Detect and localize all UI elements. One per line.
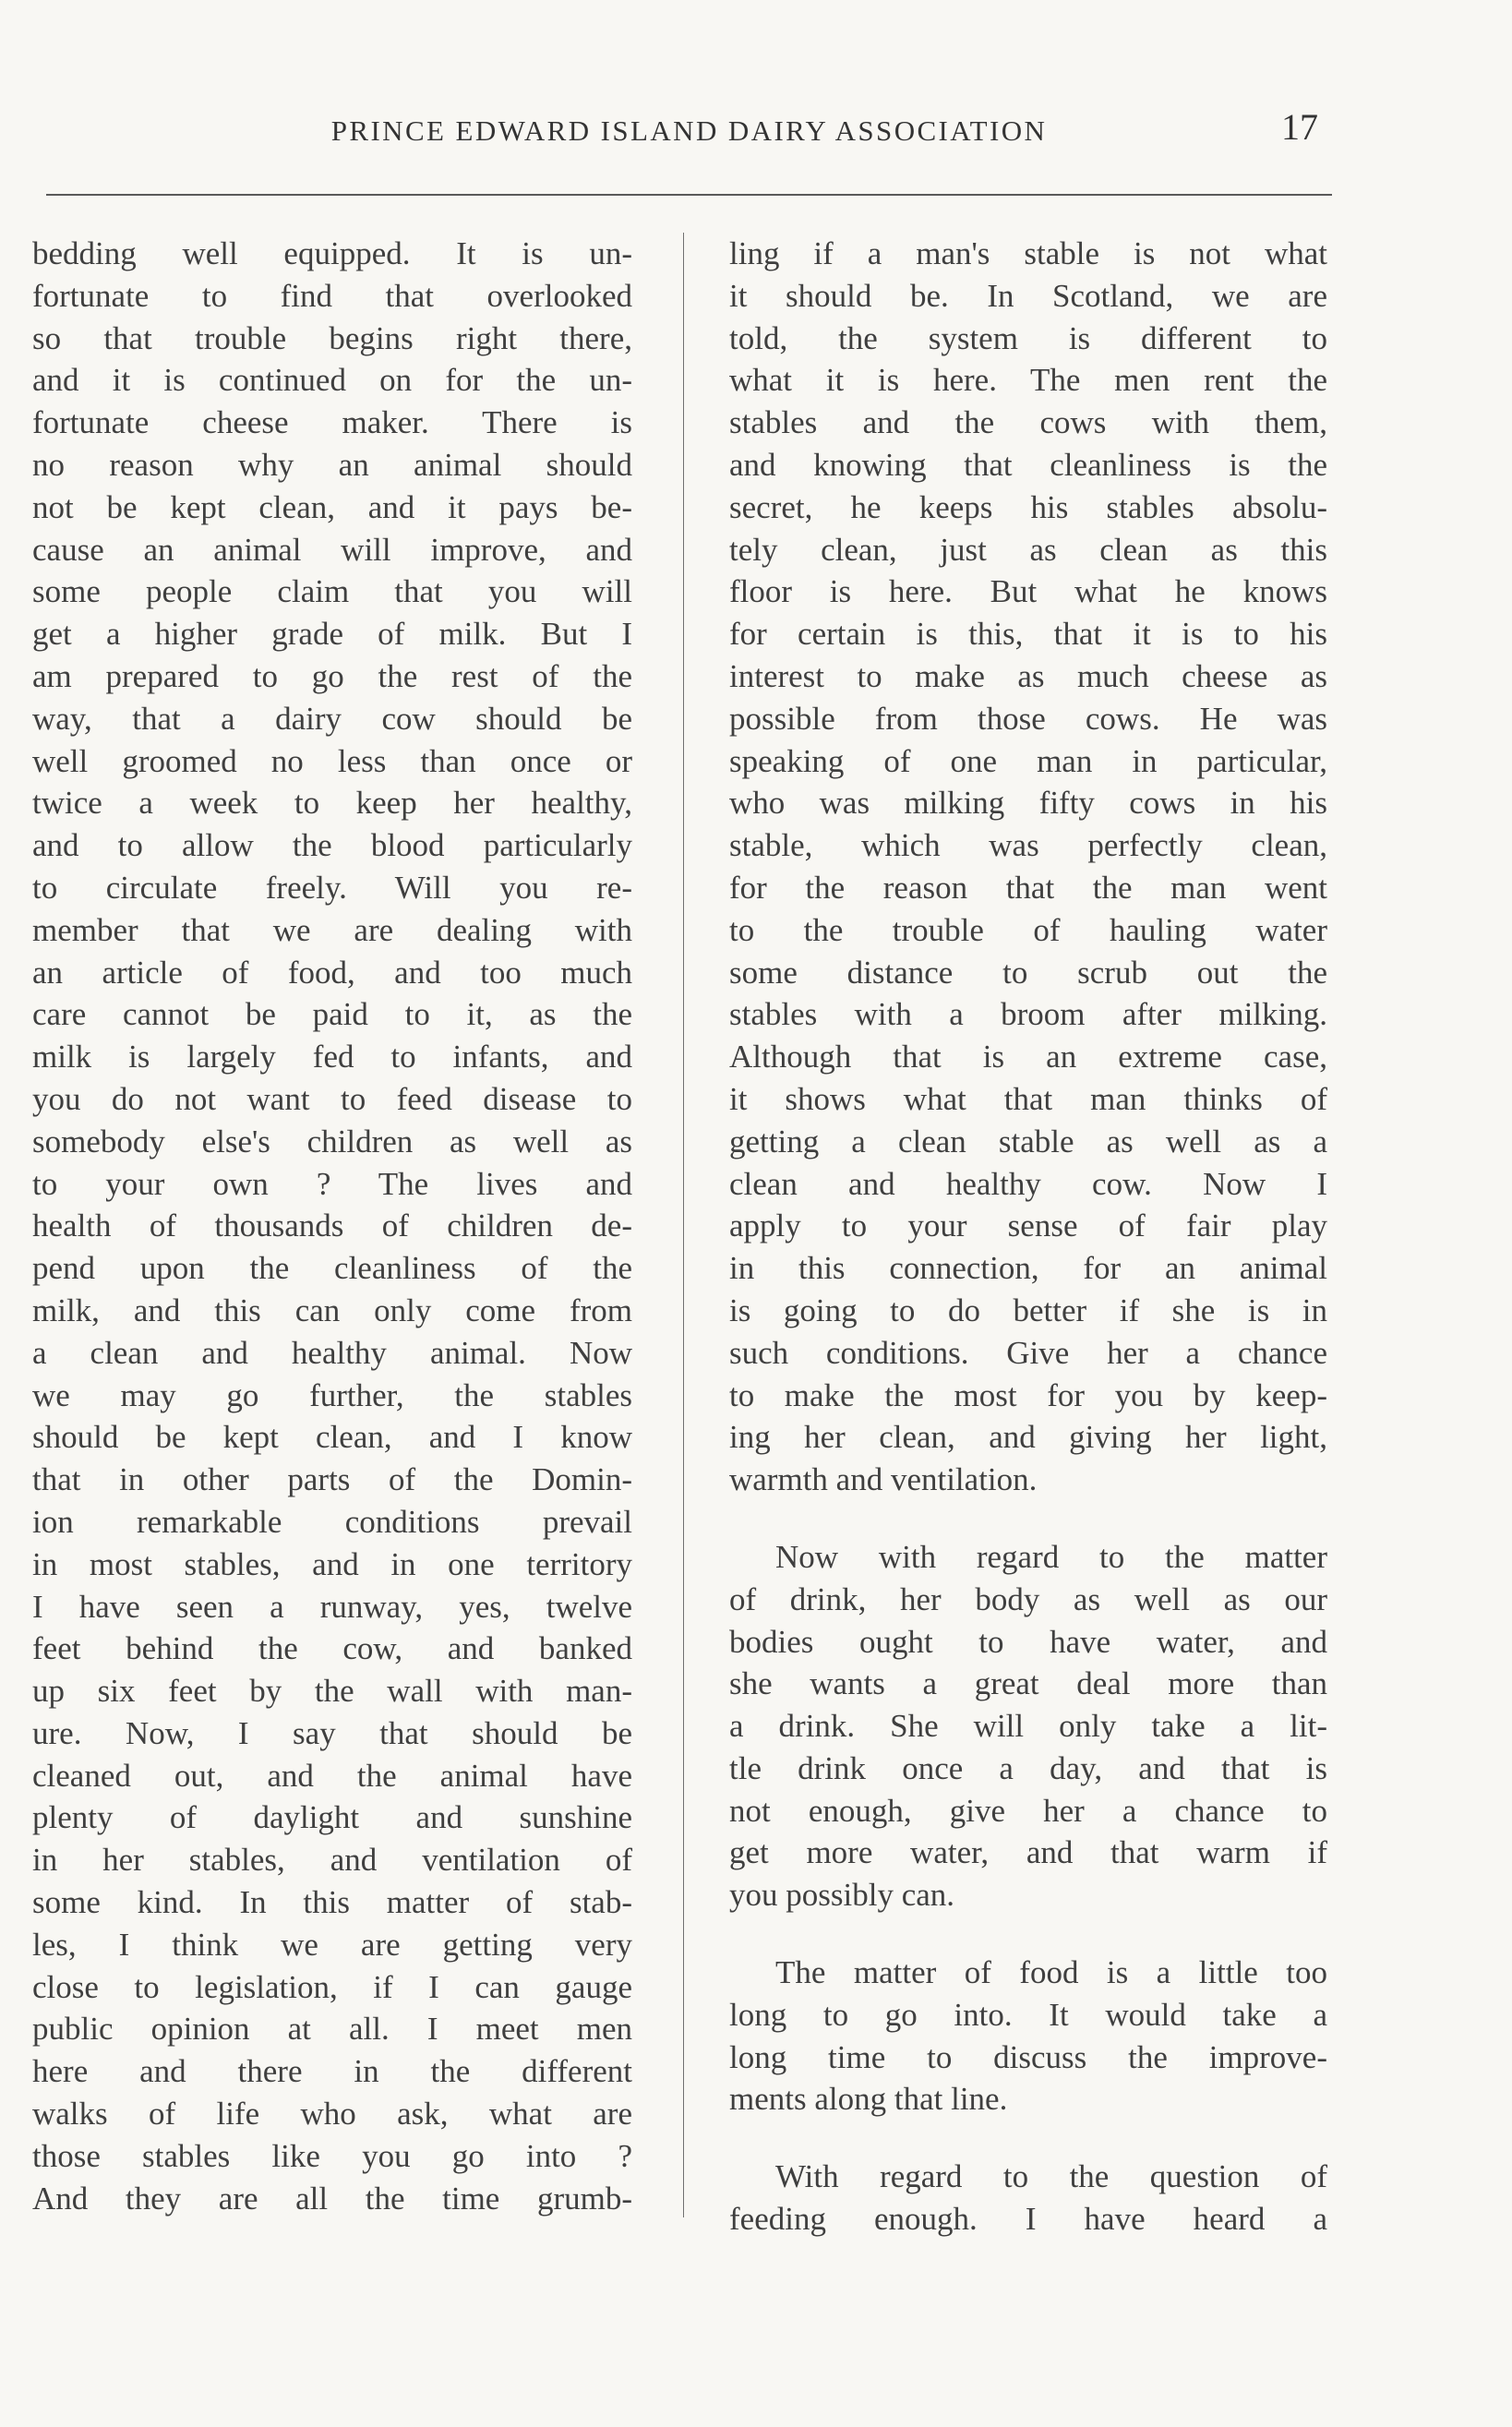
text-line: And they are all the time grumb- [32,2180,632,2217]
text-line: tle drink once a day, and that is [729,1749,1327,1786]
text-line: apply to your sense of fair play [729,1207,1327,1244]
text-line: not enough, give her a chance to [729,1792,1327,1829]
text-line [729,2156,1327,2198]
text-line: somebody else's children as well as [32,1123,632,1159]
text-line: am prepared to go the rest of the [32,657,632,694]
text-line: a drink. She will only take a lit- [729,1708,1327,1745]
text-line: close to legislation, if I can gauge [32,1968,632,2005]
text-line: is going to do better if she is in [729,1292,1327,1328]
text-line: to make the most for you by keep- [729,1376,1327,1413]
text-line: some people claim that you will [32,573,632,610]
text-line: les, I think we are getting very [32,1926,632,1963]
text-line: warmth and ventilation. [729,1461,1038,1498]
text-line: possible from those cows. He was [729,700,1327,737]
text-line: in most stables, and in one territory [32,1545,632,1582]
text-line: to your own ? The lives and [32,1165,632,1202]
text-line: bedding well equipped. It is un- [32,235,632,271]
header-rule [46,194,1332,196]
text-line: get a higher grade of milk. But I [32,616,632,653]
text-line: interest to make as much cheese as [729,657,1327,694]
text-line: stables and the cows with them, [729,404,1327,441]
text-line: secret, he keeps his stables absolu- [729,488,1327,525]
page-number: 17 [1281,106,1318,148]
text-line: so that trouble begins right there, [32,319,632,356]
text-line: health of thousands of children de- [32,1207,632,1244]
text-line: stable, which was perfectly clean, [729,827,1327,864]
text-line: way, that a dairy cow should be [32,700,632,737]
text-line [729,1952,1327,1994]
right-column [729,233,1327,2241]
paragraph-gap [729,1916,1327,1952]
text-line: floor is here. But what he knows [729,573,1327,610]
text-line: bodies ought to have water, and [729,1623,1327,1660]
text-line: long time to discuss the improve- [729,2038,1327,2075]
text-line: plenty of daylight and sunshine [32,1799,632,1836]
text-line: to circulate freely. Will you re- [32,869,632,906]
text-line: long to go into. It would take a [729,1996,1327,2033]
text-line: ing her clean, and giving her light, [729,1419,1327,1456]
text-line: we may go further, the stables [32,1376,632,1413]
text-line: up six feet by the wall with man- [32,1673,632,1710]
text-line: ure. Now, I say that should be [32,1714,632,1751]
text-line: member that we are dealing with [32,911,632,948]
text-line: she wants a great deal more than [729,1665,1327,1702]
text-line: stables with a broom after milking. [729,996,1327,1033]
text-line: twice a week to keep her healthy, [32,785,632,822]
paragraph-gap [729,2121,1327,2156]
text-line: some distance to scrub out the [729,954,1327,991]
text-line: and knowing that cleanliness is the [729,446,1327,483]
text-line: an article of food, and too much [32,954,632,991]
column-divider [683,233,684,2217]
text-line: speaking of one man in particular, [729,742,1327,779]
text-line-content: The matter of food is a little too [775,1954,1327,1991]
text-line: getting a clean stable as well as a [729,1123,1327,1159]
text-line: well groomed no less than once or [32,742,632,779]
text-line: public opinion at all. I meet men [32,2011,632,2048]
text-line: ion remarkable conditions prevail [32,1503,632,1540]
text-line: it shows what that man thinks of [729,1080,1327,1117]
text-line: for certain is this, that it is to his [729,616,1327,653]
text-line: fortunate to find that overlooked [32,277,632,314]
text-line: no reason why an animal should [32,446,632,483]
text-line: feeding enough. I have heard a [729,2201,1327,2238]
text-line: ments along that line. [729,2081,1008,2118]
text-line: a clean and healthy animal. Now [32,1334,632,1371]
text-line: such conditions. Give her a chance [729,1334,1327,1371]
text-line: care cannot be paid to it, as the [32,996,632,1033]
text-line: it should be. In Scotland, we are [729,277,1327,314]
text-line: what it is here. The men rent the [729,362,1327,399]
text-line-content: Now with regard to the matter [775,1538,1327,1575]
text-line: in this connection, for an animal [729,1250,1327,1287]
running-header [46,109,1332,164]
text-line: pend upon the cleanliness of the [32,1250,632,1287]
paragraph-gap [729,1501,1327,1536]
text-line: who was milking fifty cows in his [729,785,1327,822]
text-line: cause an animal will improve, and [32,531,632,568]
text-line: walks of life who ask, what are [32,2096,632,2133]
header-title: PRINCE EDWARD ISLAND DAIRY ASSOCIATION [330,114,1048,147]
text-line: feet behind the cow, and banked [32,1630,632,1667]
text-line: here and there in the different [32,2053,632,2090]
text-line: in her stables, and ventilation of [32,1842,632,1879]
text-line: and to allow the blood particularly [32,827,632,864]
text-line: not be kept clean, and it pays be- [32,488,632,525]
left-column [32,233,632,2219]
text-line: to the trouble of hauling water [729,911,1327,948]
text-line: those stables like you go into ? [32,2137,632,2174]
text-line: Although that is an extreme case, [729,1039,1327,1075]
text-line: you possibly can. [729,1877,955,1914]
text-line: and it is continued on for the un- [32,362,632,399]
text-line: cleaned out, and the animal have [32,1757,632,1794]
text-line [729,1536,1327,1579]
text-line: should be kept clean, and I know [32,1419,632,1456]
text-line: clean and healthy cow. Now I [729,1165,1327,1202]
text-line: I have seen a runway, yes, twelve [32,1588,632,1625]
text-line: get more water, and that warm if [729,1834,1327,1871]
text-line: some kind. In this matter of stab- [32,1884,632,1921]
text-line: told, the system is different to [729,319,1327,356]
text-line: ling if a man's stable is not what [729,235,1327,271]
text-line: you do not want to feed disease to [32,1080,632,1117]
text-line-content: With regard to the question of [775,2158,1327,2195]
text-line: of drink, her body as well as our [729,1580,1327,1617]
text-line: milk is largely fed to infants, and [32,1039,632,1075]
text-line: fortunate cheese maker. There is [32,404,632,441]
text-line: that in other parts of the Domin- [32,1461,632,1498]
text-line: tely clean, just as clean as this [729,531,1327,568]
text-line: milk, and this can only come from [32,1292,632,1328]
text-line: for the reason that the man went [729,869,1327,906]
